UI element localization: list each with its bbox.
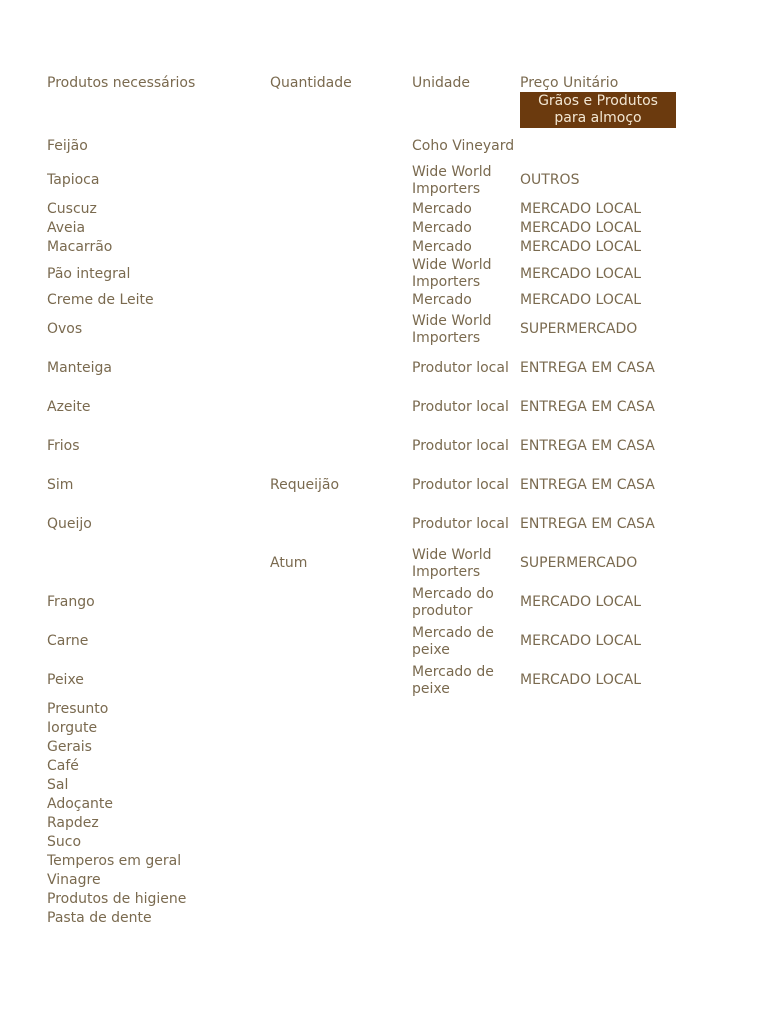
header-unidade: Unidade: [412, 74, 470, 91]
cell-preco: MERCADO LOCAL: [520, 239, 642, 255]
cell-preco: ENTREGA EM CASA: [520, 438, 655, 454]
cell-produto: Sal: [47, 777, 69, 793]
table-row: [47, 238, 680, 257]
table-row: [47, 466, 680, 505]
cell-preco: OUTROS: [520, 172, 580, 188]
table-row: [47, 852, 680, 871]
header-quantidade: Quantidade: [270, 74, 352, 91]
cell-quantidade: [270, 132, 412, 161]
cell-preco: [520, 890, 680, 909]
cell-unidade: [412, 814, 520, 833]
header-preco: Preço Unitário: [520, 74, 619, 91]
cell-produto: Creme de Leite: [47, 292, 154, 308]
cell-produto: Suco: [47, 834, 82, 850]
cell-preco: ENTREGA EM CASA: [520, 399, 655, 415]
cell-preco: MERCADO LOCAL: [520, 220, 642, 236]
cell-quantidade: [270, 776, 412, 795]
cell-produto: Tapioca: [47, 172, 100, 188]
cell-produto: Frango: [47, 594, 95, 610]
cell-quantidade: [270, 388, 412, 427]
cell-preco: MERCADO LOCAL: [520, 292, 642, 308]
cell-produto: Peixe: [47, 672, 84, 688]
cell-unidade: Wide World Importers: [412, 546, 492, 580]
cell-unidade: Produtor local: [412, 360, 509, 376]
cell-unidade: [412, 776, 520, 795]
cell-preco: [520, 719, 680, 738]
cell-produto: Presunto: [47, 701, 109, 717]
cell-quantidade: Requeijão: [270, 477, 340, 493]
cell-produto: Ovos: [47, 321, 83, 337]
cell-quantidade: [270, 200, 412, 219]
cell-quantidade: [270, 700, 412, 719]
cell-quantidade: [270, 719, 412, 738]
cell-unidade: [412, 890, 520, 909]
cell-produto: Rapdez: [47, 815, 99, 831]
table-row: [47, 814, 680, 833]
cell-unidade: [412, 719, 520, 738]
cell-quantidade: [270, 814, 412, 833]
cell-preco: [520, 833, 680, 852]
table-row: [47, 544, 680, 583]
table-row: [47, 219, 680, 238]
cell-quantidade: [270, 890, 412, 909]
cell-quantidade: [270, 583, 412, 622]
cell-preco: MERCADO LOCAL: [520, 594, 642, 610]
cell-unidade: Produtor local: [412, 477, 509, 493]
cell-quantidade: [270, 661, 412, 700]
cell-quantidade: [270, 795, 412, 814]
table-row: [47, 622, 680, 661]
banner-row: [47, 92, 680, 128]
table-row: [47, 833, 680, 852]
cell-unidade: Wide World Importers: [412, 163, 492, 197]
cell-quantidade: [270, 238, 412, 257]
cell-produto: Adoçante: [47, 796, 114, 812]
cell-unidade: Mercado do produtor: [412, 585, 494, 619]
cell-preco: MERCADO LOCAL: [520, 265, 642, 282]
cell-produto: Pasta de dente: [47, 910, 152, 926]
cell-quantidade: Atum: [270, 555, 308, 571]
cell-quantidade: [270, 833, 412, 852]
cell-quantidade: [270, 427, 412, 466]
cell-unidade: Coho Vineyard: [412, 138, 515, 154]
cell-unidade: [412, 909, 520, 928]
cell-quantidade: [270, 219, 412, 238]
cell-produto: Iorgute: [47, 720, 98, 736]
table-row: [47, 719, 680, 738]
table-row: [47, 871, 680, 890]
table-row: [47, 310, 680, 349]
cell-preco: [520, 871, 680, 890]
cell-produto: Aveia: [47, 220, 86, 236]
cell-preco: SUPERMERCADO: [520, 555, 638, 571]
cell-produto: Frios: [47, 438, 80, 454]
cell-unidade: [412, 700, 520, 719]
table-row: [47, 909, 680, 928]
table-row: [47, 776, 680, 795]
cell-quantidade: [270, 909, 412, 928]
cell-quantidade: [270, 257, 412, 291]
cell-produto: Cuscuz: [47, 201, 97, 217]
cell-unidade: Wide World Importers: [412, 257, 492, 290]
cell-quantidade: [270, 161, 412, 200]
cell-preco: SUPERMERCADO: [520, 321, 638, 337]
cell-produto: Temperos em geral: [47, 853, 182, 869]
cell-quantidade: [270, 622, 412, 661]
cell-produto: Carne: [47, 633, 89, 649]
cell-produto: Manteiga: [47, 360, 112, 376]
cell-produto: Gerais: [47, 739, 92, 755]
table-row: [47, 349, 680, 388]
cell-unidade: [412, 871, 520, 890]
table-row: [47, 132, 680, 161]
cell-produto: Vinagre: [47, 872, 101, 888]
table-row: [47, 700, 680, 719]
cell-unidade: Mercado: [412, 239, 472, 255]
cell-preco: [520, 757, 680, 776]
table-row: [47, 505, 680, 544]
cell-unidade: Mercado: [412, 220, 472, 236]
table-row: [47, 795, 680, 814]
cell-produto: Macarrão: [47, 239, 113, 255]
table-row: [47, 738, 680, 757]
cell-quantidade: [270, 310, 412, 349]
cell-preco: MERCADO LOCAL: [520, 672, 642, 688]
table-row: [47, 757, 680, 776]
cell-produto: Café: [47, 758, 79, 774]
cell-unidade: Wide World Importers: [412, 312, 492, 346]
cell-unidade: Mercado de peixe: [412, 663, 494, 697]
cell-preco: [520, 700, 680, 719]
cell-preco: MERCADO LOCAL: [520, 633, 642, 649]
cell-unidade: Mercado: [412, 201, 472, 217]
cell-produto: Azeite: [47, 399, 91, 415]
table-row: [47, 291, 680, 310]
table-row: [47, 200, 680, 219]
cell-produto: Produtos de higiene: [47, 891, 187, 907]
cell-unidade: Mercado: [412, 292, 472, 308]
table-row: [47, 388, 680, 427]
cell-preco: ENTREGA EM CASA: [520, 477, 655, 493]
cell-produto: [47, 544, 270, 583]
cell-preco: [520, 852, 680, 871]
table-row: [47, 890, 680, 909]
section-banner: Grãos e Produtos para almoço: [520, 92, 676, 128]
cell-quantidade: [270, 738, 412, 757]
cell-quantidade: [270, 852, 412, 871]
cell-unidade: Produtor local: [412, 399, 509, 415]
shopping-list-table: [47, 74, 680, 928]
cell-quantidade: [270, 349, 412, 388]
cell-unidade: Produtor local: [412, 438, 509, 454]
header-produtos: Produtos necessários: [47, 74, 196, 91]
cell-preco: [520, 738, 680, 757]
cell-unidade: [412, 833, 520, 852]
cell-preco: [520, 795, 680, 814]
cell-preco: [520, 132, 680, 161]
cell-unidade: [412, 795, 520, 814]
table-row: [47, 661, 680, 700]
cell-preco: MERCADO LOCAL: [520, 201, 642, 217]
cell-unidade: [412, 852, 520, 871]
table-row: [47, 257, 680, 291]
table-row: [47, 583, 680, 622]
cell-quantidade: [270, 291, 412, 310]
cell-unidade: [412, 757, 520, 776]
cell-quantidade: [270, 757, 412, 776]
cell-quantidade: [270, 505, 412, 544]
cell-preco: ENTREGA EM CASA: [520, 360, 655, 376]
table-row: [47, 161, 680, 200]
cell-produto: Feijão: [47, 138, 88, 154]
cell-preco: [520, 814, 680, 833]
cell-quantidade: [270, 871, 412, 890]
cell-preco: [520, 776, 680, 795]
cell-produto: Pão integral: [47, 265, 131, 282]
cell-produto: Queijo: [47, 516, 92, 532]
cell-produto: Sim: [47, 477, 74, 493]
table-row: [47, 427, 680, 466]
cell-unidade: Mercado de peixe: [412, 624, 494, 658]
cell-unidade: [412, 738, 520, 757]
cell-preco: ENTREGA EM CASA: [520, 516, 655, 532]
cell-preco: [520, 909, 680, 928]
cell-unidade: Produtor local: [412, 516, 509, 532]
header-row: [47, 74, 680, 92]
